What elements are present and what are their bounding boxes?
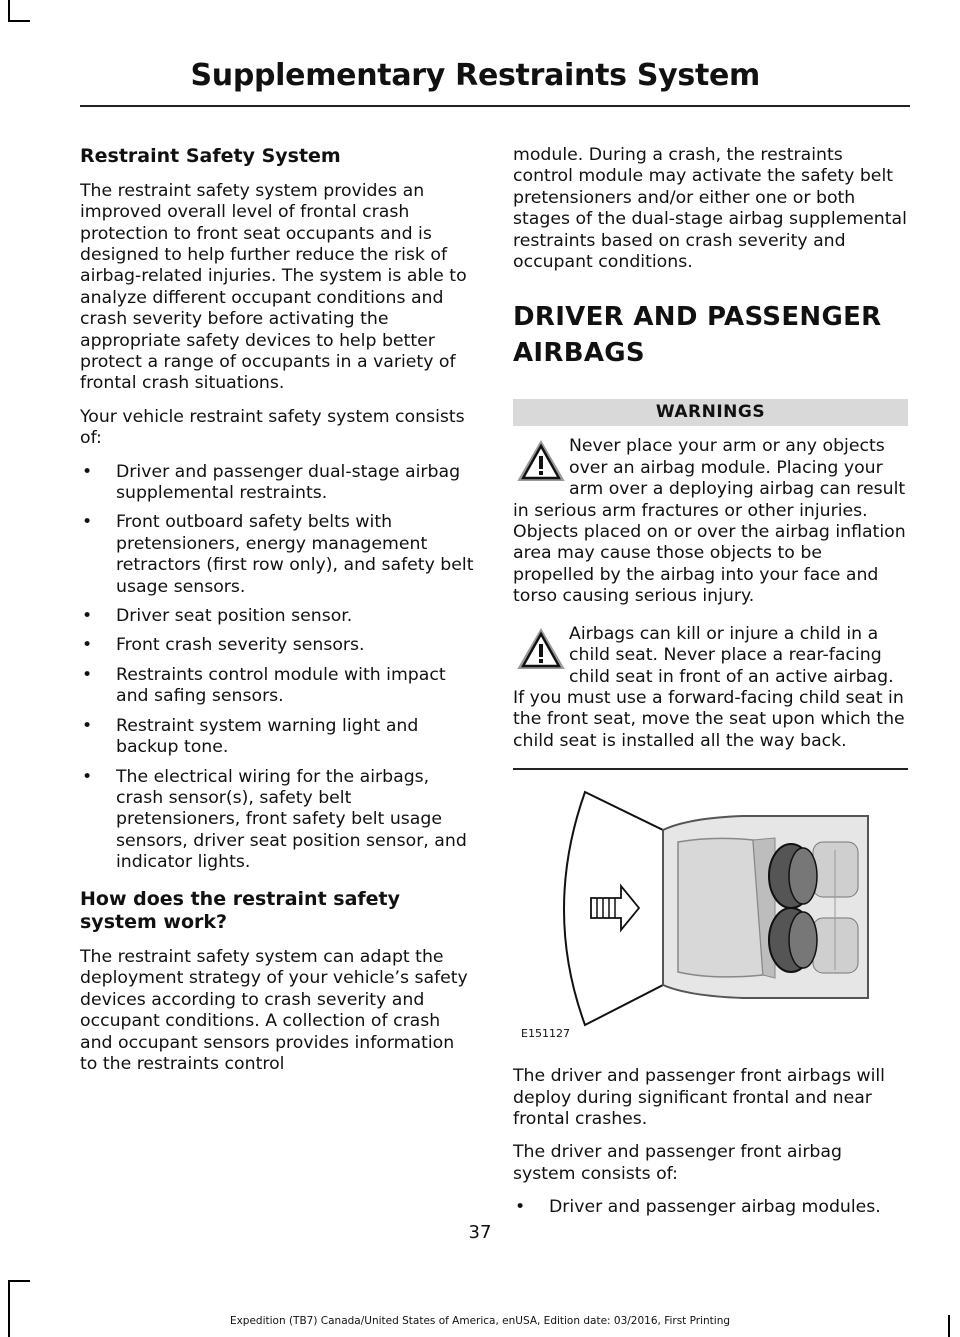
components-list: [80, 462, 475, 874]
list-item: • Restraint system warning light and backup tone.: [82, 715, 419, 758]
continuation-paragraph: module. During a crash, the restraints control module may activate the safety belt pretensioners and/or either one or both stages of the dual-stage airbag supplemental restraints based on crash severity and occupant conditions.: [513, 145, 907, 273]
warning-text: Airbags can kill or injure a child in a child seat. Never place a rear-facing child seat in front of an active airbag. If you must use a forward-facing child seat in the front seat, move the seat upon which the child seat is installed all the way back.: [513, 623, 905, 751]
warning-item: [513, 436, 908, 607]
list-item: • Restraints control module with impact and safing sensors.: [82, 664, 446, 707]
right-column: [513, 145, 908, 1227]
airbag-system-list: [513, 1197, 908, 1218]
list-item: • The electrical wiring for the airbags, crash sensor(s), safety belt pretensioners, front safety belt usage sensors, driver seat position sensor, and indicator lights.: [82, 766, 467, 873]
section-title: DRIVER AND PASSENGER AIRBAGS: [513, 302, 882, 369]
header-divider: [80, 105, 910, 107]
list-item: • Front outboard safety belts with pretensioners, energy management retractors (first row only), and safety belt usage sensors.: [82, 512, 474, 597]
car-top-view-illustration: [513, 780, 908, 1040]
how-it-works-heading: How does the restraint safety system work?: [80, 887, 401, 934]
crop-mark: [8, 0, 10, 22]
crop-mark: [8, 1280, 30, 1282]
how-it-works-paragraph: The restraint safety system can adapt the deployment strategy of your vehicle’s safety devices according to crash severity and occupant conditions. A collection of crash and occupant sensors provides information to the restraints control: [80, 947, 468, 1075]
page-number: 37: [468, 1222, 492, 1243]
warnings-banner: WARNINGS: [513, 399, 908, 426]
list-item: • Front crash severity sensors.: [82, 635, 365, 656]
list-item: • Driver seat position sensor.: [82, 606, 353, 627]
warning-text: Never place your arm or any objects over an airbag module. Placing your arm over a deploying airbag can result in serious arm fractures or other injuries. Objects placed on or over the airbag inflation area may cause those objects to be propelled by the airbag into your face and torso causing serious injury.: [513, 436, 906, 607]
figure-code: E151127: [521, 1027, 570, 1041]
airbag-deployment-figure: [513, 780, 908, 1040]
list-item: • Driver and passenger airbag modules.: [515, 1197, 881, 1218]
consists-intro: Your vehicle restraint safety system consists of:: [80, 406, 465, 449]
deploy-paragraph: The driver and passenger front airbags will deploy during significant frontal and near frontal crashes.: [513, 1066, 885, 1129]
list-item: • Driver and passenger dual-stage airbag supplemental restraints.: [82, 461, 461, 504]
warnings-divider: [513, 768, 908, 770]
left-column: [80, 145, 475, 1087]
crop-mark: [8, 20, 30, 22]
warning-triangle-icon: [513, 624, 569, 674]
page-title: Supplementary Restraints System: [190, 58, 760, 93]
crop-mark: [8, 1280, 10, 1337]
restraint-safety-heading: Restraint Safety System: [80, 145, 341, 167]
footer-edition-info: Expedition (TB7) Canada/United States of America, enUSA, Edition date: 03/2016, First Printing: [229, 1315, 731, 1327]
warning-triangle-icon: [513, 436, 569, 486]
intro-paragraph: The restraint safety system provides an improved overall level of frontal crash protection to front seat occupants and is designed to help further reduce the risk of airbag-related injuries. The system is able to analyze different occupant conditions and crash severity before activating the appropriate safety devices to help better protect a range of occupants in a variety of frontal crash situations.: [80, 180, 467, 394]
system-intro-paragraph: The driver and passenger front airbag system consists of:: [513, 1142, 842, 1184]
warning-item: [513, 624, 908, 752]
